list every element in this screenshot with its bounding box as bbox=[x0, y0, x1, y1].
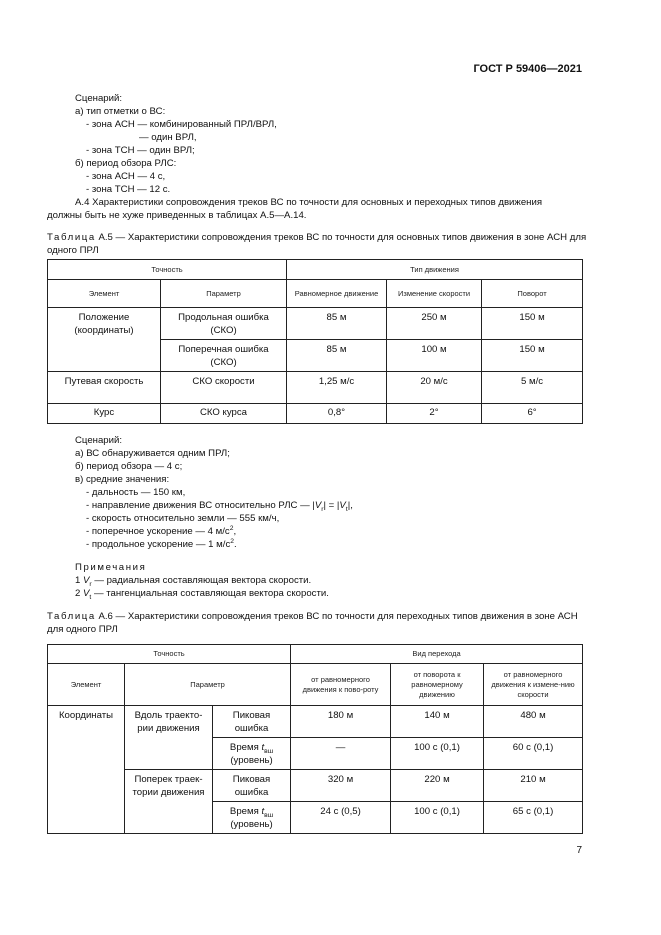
table-cell-value: 24 с (0,5) bbox=[291, 802, 391, 834]
scenario2-line: б) период обзора — 4 с; bbox=[75, 461, 183, 472]
table-cell-value: 140 м bbox=[391, 706, 484, 738]
time-subscript: вш bbox=[264, 747, 274, 755]
table-label: Таблица bbox=[47, 232, 96, 243]
table-cell-value: 150 м bbox=[482, 308, 583, 340]
table-cell-value: 480 м bbox=[484, 706, 583, 738]
subscript-t: t bbox=[89, 593, 92, 601]
caption-text: А.6 — Характеристики сопровождения треков ВС по точности для переходных типов движения в зоне АСН для одного ПРЛ bbox=[47, 611, 578, 635]
table-a5 bbox=[47, 259, 583, 424]
superscript-2: 2 bbox=[230, 537, 234, 545]
table-cell-value: 180 м bbox=[291, 706, 391, 738]
table-cell-value: 60 с (0,1) bbox=[484, 738, 583, 770]
punct: . bbox=[234, 539, 237, 550]
time-unit: (уровень) bbox=[230, 754, 273, 766]
time-symbol: t bbox=[261, 742, 265, 753]
header-element: Элемент bbox=[48, 664, 125, 706]
time-label: Время bbox=[229, 806, 262, 817]
table-cell-parameter bbox=[213, 802, 291, 834]
header-uniform-to-speed: от равномерного движения к измене-нию скорости bbox=[484, 664, 583, 706]
velocity-symbol: V bbox=[339, 500, 346, 511]
table-cell-value: 100 с (0,1) bbox=[391, 738, 484, 770]
table-cell-value: 1,25 м/с bbox=[287, 372, 387, 404]
table-cell-value: 20 м/с bbox=[387, 372, 482, 404]
header-turn-to-uniform: от поворота к равномерному движению bbox=[391, 664, 484, 706]
table-a6 bbox=[47, 644, 583, 834]
subscript-r: r bbox=[321, 505, 324, 513]
table-cell-parameter: Пиковая ошибка bbox=[213, 706, 291, 738]
table-cell-value: 320 м bbox=[291, 770, 391, 802]
note-1 bbox=[75, 575, 311, 587]
scenario2-line: а) ВС обнаруживается одним ПРЛ; bbox=[75, 448, 230, 459]
table-cell-value: 5 м/с bbox=[482, 372, 583, 404]
scenario2-direction bbox=[86, 500, 353, 512]
scenario1-line: - зона ТСН — 12 с. bbox=[86, 184, 171, 195]
paragraph-a4-line2: должны быть не хуже приведенных в таблицах А.5—А.14. bbox=[47, 210, 307, 221]
acc-text: - поперечное ускорение — 4 м/с bbox=[86, 526, 230, 537]
table-cell-value: 100 м bbox=[387, 340, 482, 372]
table-cell-parameter bbox=[213, 738, 291, 770]
time-unit: (уровень) bbox=[230, 818, 273, 830]
table-label: Таблица bbox=[47, 611, 96, 622]
note-text: — радиальная составляющая вектора скорости. bbox=[91, 575, 312, 586]
scenario1-line: - зона ТСН — один ВРЛ; bbox=[86, 145, 195, 156]
table-cell-element: Путевая скорость bbox=[48, 372, 161, 404]
table-cell-value: 100 с (0,1) bbox=[391, 802, 484, 834]
note-2 bbox=[75, 588, 329, 600]
direction-end: |, bbox=[347, 500, 353, 511]
table-cell-value: 0,8° bbox=[287, 404, 387, 424]
note-text: — тангенциальная составляющая вектора скорости. bbox=[91, 588, 329, 599]
header-turn: Поворот bbox=[482, 280, 583, 308]
note-number: 2 bbox=[75, 588, 84, 599]
velocity-symbol: V bbox=[314, 500, 322, 511]
header-parameter: Параметр bbox=[161, 280, 287, 308]
table-cell-value: 220 м bbox=[391, 770, 484, 802]
header-uniform-to-turn: от равномерного движения к пово-роту bbox=[291, 664, 391, 706]
superscript-2: 2 bbox=[229, 524, 234, 532]
table-cell-element: Положение (координаты) bbox=[48, 308, 161, 372]
table-cell-value: 210 м bbox=[484, 770, 583, 802]
notes-title: Примечания bbox=[75, 562, 147, 573]
table-cell-value: 2° bbox=[387, 404, 482, 424]
time-subscript: вш bbox=[264, 811, 274, 819]
table-a6-caption bbox=[47, 611, 587, 636]
table-cell-direction: Вдоль траекто-рии движения bbox=[125, 706, 213, 770]
standard-number: ГОСТ Р 59406—2021 bbox=[473, 63, 582, 75]
scenario1-line: б) период обзора РЛС: bbox=[75, 158, 177, 169]
acc-text: - продольное ускорение — 1 м/с bbox=[86, 539, 231, 550]
table-cell-parameter: Продольная ошибка (СКО) bbox=[161, 308, 287, 340]
scenario2-line: в) средние значения: bbox=[75, 474, 170, 485]
table-cell-value: 150 м bbox=[482, 340, 583, 372]
note-number: 1 bbox=[75, 575, 84, 586]
page-number: 7 bbox=[576, 845, 582, 856]
table-cell-value: 85 м bbox=[287, 308, 387, 340]
direction-text: - направление движения ВС относительно РЛС — | bbox=[86, 500, 315, 511]
header-speed-change: Изменение скорости bbox=[387, 280, 482, 308]
table-a5-caption bbox=[47, 232, 587, 257]
table-cell-value: 250 м bbox=[387, 308, 482, 340]
scenario1-line: а) тип отметки о ВС: bbox=[75, 106, 166, 117]
scenario1-line: — один ВРЛ, bbox=[139, 132, 197, 143]
scenario1-line: Сценарий: bbox=[75, 93, 123, 104]
table-cell-value: — bbox=[291, 738, 391, 770]
paragraph-a4-line1: А.4 Характеристики сопровождения треков ВС по точности для основных и переходных типов движения bbox=[75, 197, 543, 208]
velocity-symbol: V bbox=[83, 575, 90, 586]
scenario2-title: Сценарий: bbox=[75, 435, 123, 446]
scenario2-longitudinal-acc bbox=[86, 539, 237, 551]
header-transition: Вид перехода bbox=[291, 645, 583, 664]
time-label: Время bbox=[229, 742, 262, 753]
direction-equals: | = | bbox=[323, 500, 340, 511]
time-symbol: t bbox=[261, 806, 265, 817]
table-cell-value: 85 м bbox=[287, 340, 387, 372]
scenario2-line: - скорость относительно земли — 555 км/ч, bbox=[86, 513, 280, 524]
velocity-symbol: V bbox=[83, 588, 90, 599]
scenario2-lateral-acc bbox=[86, 526, 236, 538]
table-cell-element: Координаты bbox=[48, 706, 125, 834]
caption-text: А.5 — Характеристики сопровождения треков ВС по точности для основных типов движения в зоне АСН для одного ПРЛ bbox=[47, 232, 587, 256]
subscript-r: r bbox=[89, 580, 92, 588]
header-motion-type: Тип движения bbox=[287, 260, 583, 280]
table-cell-parameter: Пиковая ошибка bbox=[213, 770, 291, 802]
header-accuracy: Точность bbox=[48, 260, 287, 280]
table-cell-parameter: СКО скорости bbox=[161, 372, 287, 404]
header-accuracy: Точность bbox=[48, 645, 291, 664]
table-cell-element: Курс bbox=[48, 404, 161, 424]
table-cell-parameter: Поперечная ошибка (СКО) bbox=[161, 340, 287, 372]
scenario2-line: - дальность — 150 км, bbox=[86, 487, 186, 498]
scenario1-line: - зона АСН — комбинированный ПРЛ/ВРЛ, bbox=[86, 119, 277, 130]
table-cell-parameter: СКО курса bbox=[161, 404, 287, 424]
subscript-t: t bbox=[345, 505, 348, 513]
punct: , bbox=[233, 526, 237, 537]
table-cell-direction: Поперек траек-тории движения bbox=[125, 770, 213, 834]
table-cell-value: 65 с (0,1) bbox=[484, 802, 583, 834]
header-element: Элемент bbox=[48, 280, 161, 308]
header-parameter: Параметр bbox=[125, 664, 291, 706]
table-cell-value: 6° bbox=[482, 404, 583, 424]
scenario1-line: - зона АСН — 4 с, bbox=[86, 171, 166, 182]
header-uniform: Равномерное движение bbox=[287, 280, 387, 308]
